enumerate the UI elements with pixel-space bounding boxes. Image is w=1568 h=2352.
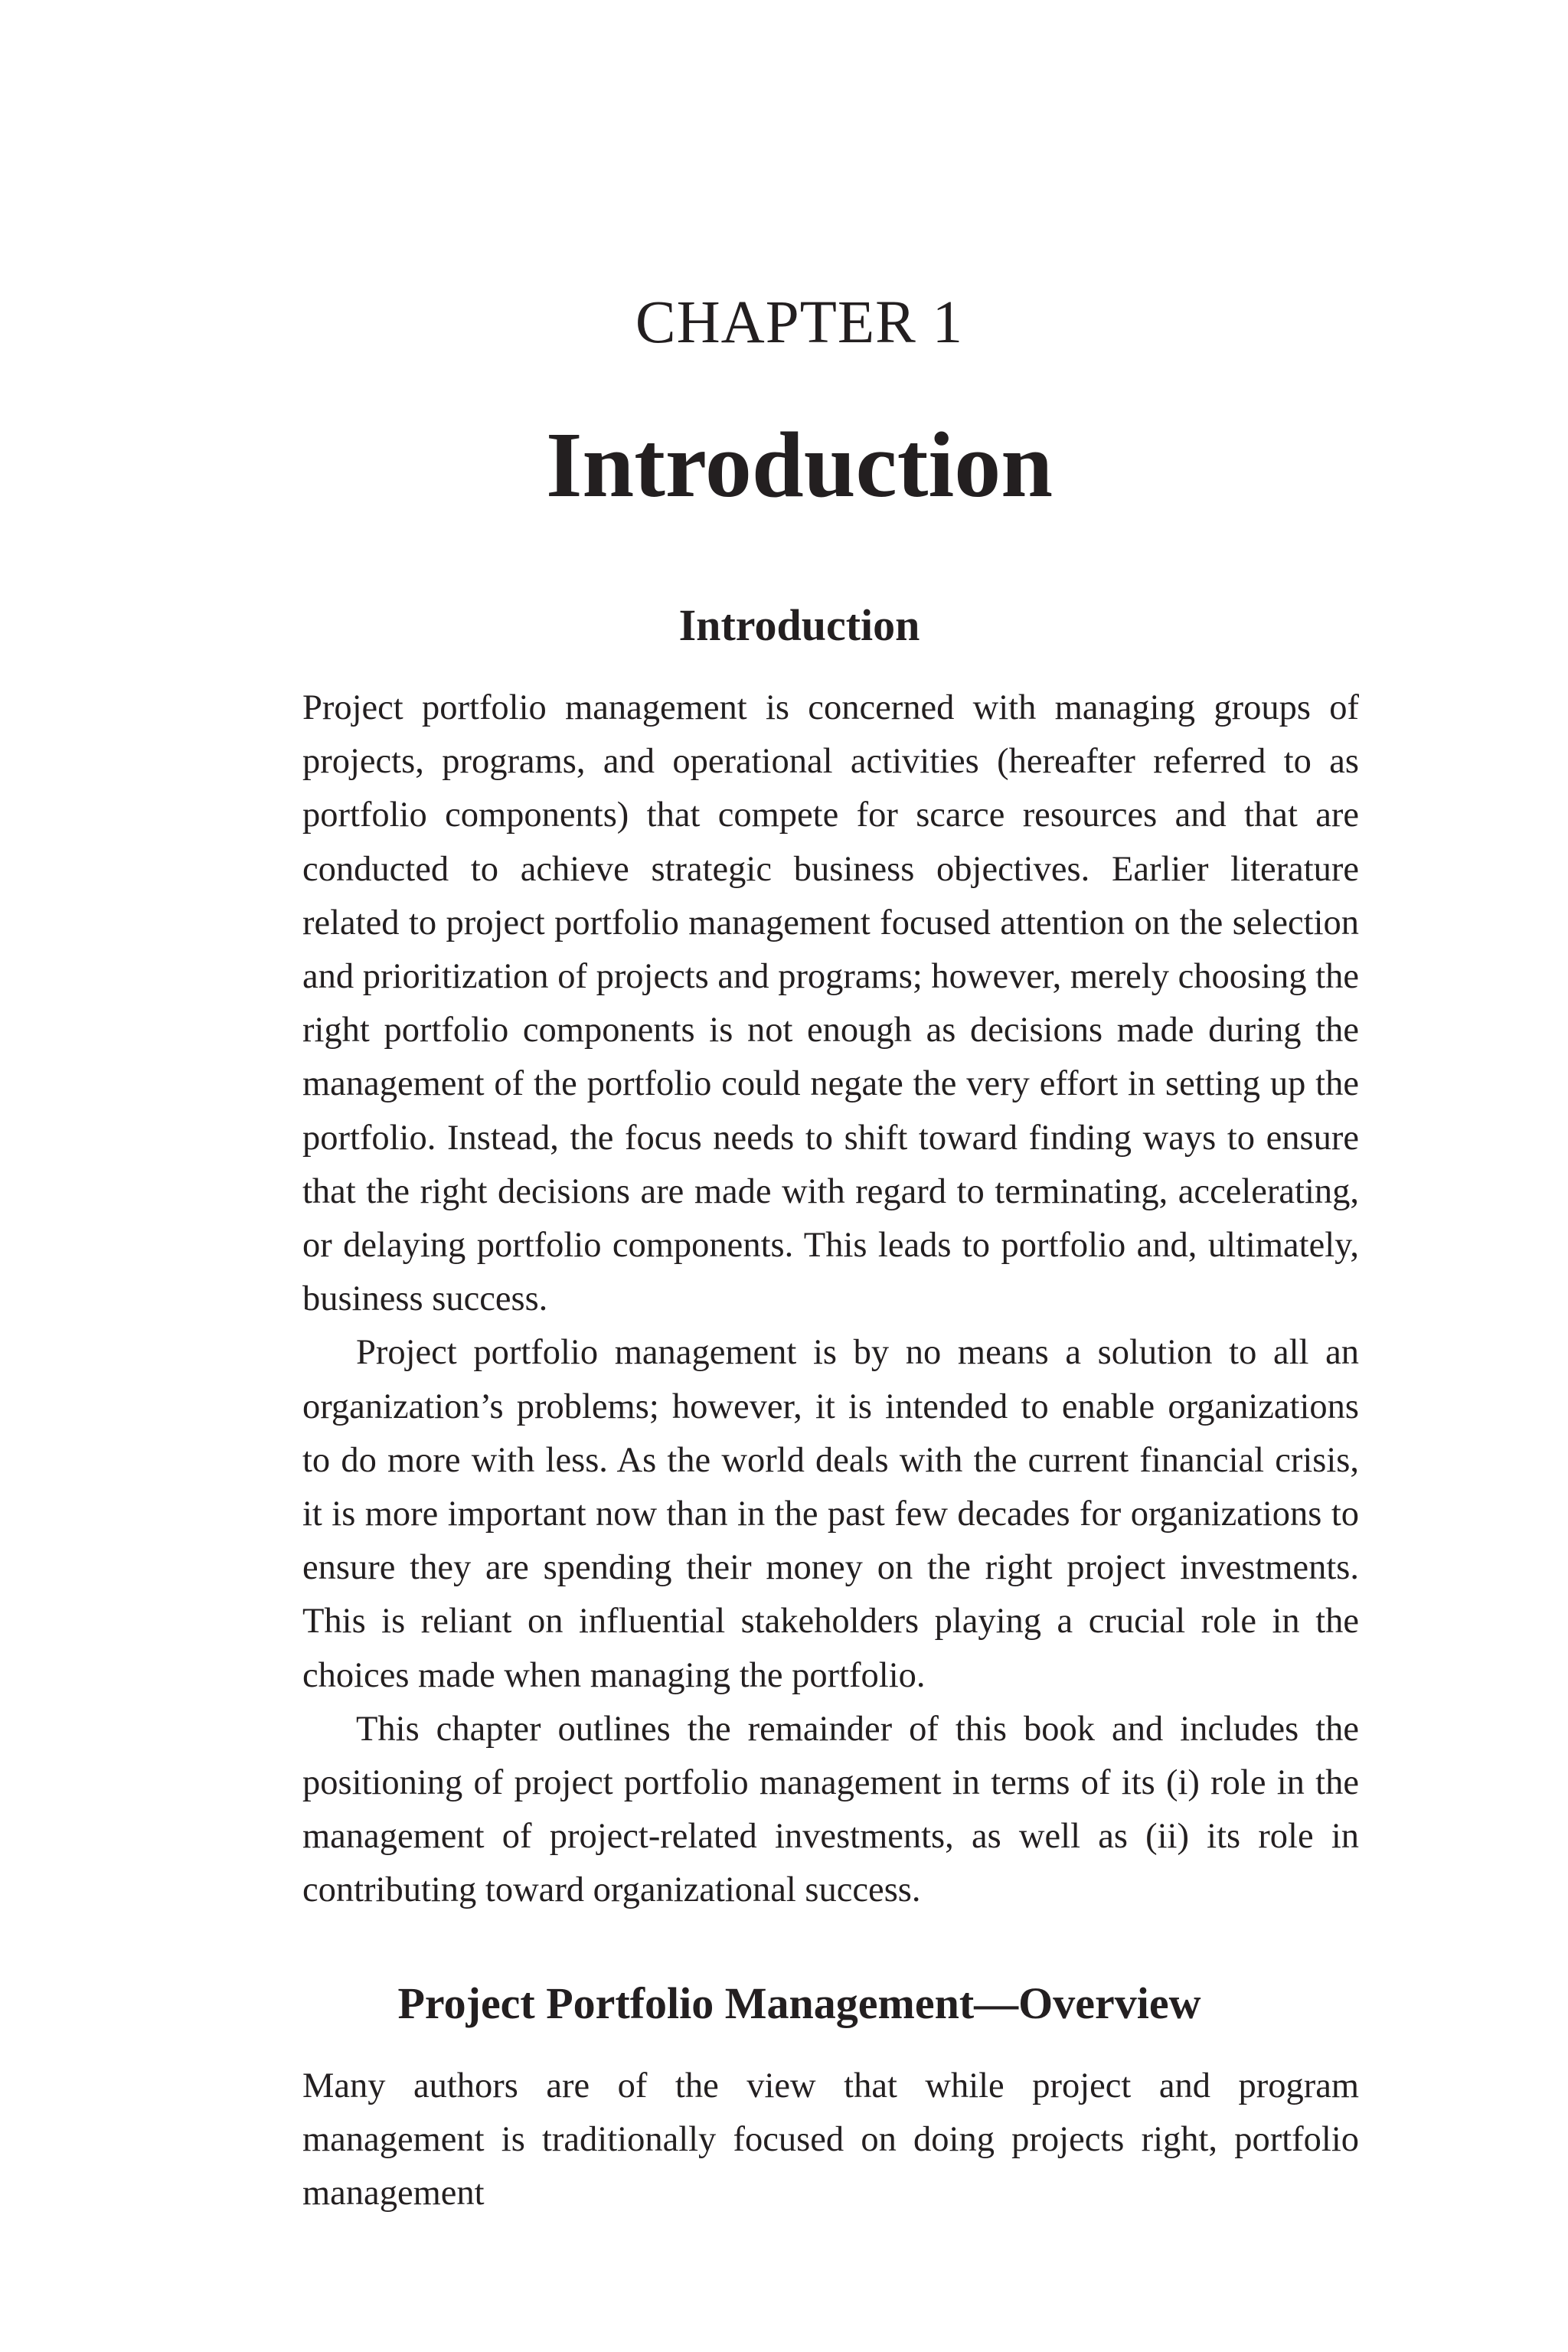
section-heading-introduction: Introduction xyxy=(678,600,920,650)
overview-body xyxy=(302,2060,1359,2221)
section-heading-overview: Project Portfolio Management—Overview xyxy=(397,1978,1201,2028)
paragraph: Many authors are of the view that while project and program management is traditionally focused on doing projects right, portfolio management xyxy=(302,2066,1359,2213)
paragraph: Project portfolio management is by no means a solution to all an organization’s problems; however, it is intended to enable organizations to do more with less. As the world deals with the current financial crisis, it is more important now than in the past few decades for organizations to ensure they are spending their money on the right project investments. This is reliant on influential stakeholders playing a crucial role in the choices made when managing the portfolio. xyxy=(302,1333,1359,1695)
paragraph: This chapter outlines the remainder of this book and includes the positioning of project portfolio management in terms of its (i) role in the management of project-related investments, as well as (ii) its role in contributing toward organizational success. xyxy=(302,1709,1359,1910)
chapter-number: CHAPTER 1 xyxy=(635,289,964,356)
chapter-title: Introduction xyxy=(545,413,1054,517)
introduction-body xyxy=(302,681,1359,1918)
paragraph: Project portfolio management is concerned with managing groups of projects, programs, and operational activities (hereafter referred to as portfolio components) that compete for scarce resources and that are conducted to achieve strategic business objectives. Earlier literature related to project portfolio management focused attention on the selection and prioritization of projects and programs; however, merely choosing the right portfolio components is not enough as decisions made during the management of the portfolio could negate the very effort in setting up the portfolio. Instead, the focus needs to shift toward finding ways to ensure that the right decisions are made with regard to terminating, accelerating, or delaying portfolio components. This leads to portfolio and, ultimately, business success. xyxy=(302,688,1359,1319)
